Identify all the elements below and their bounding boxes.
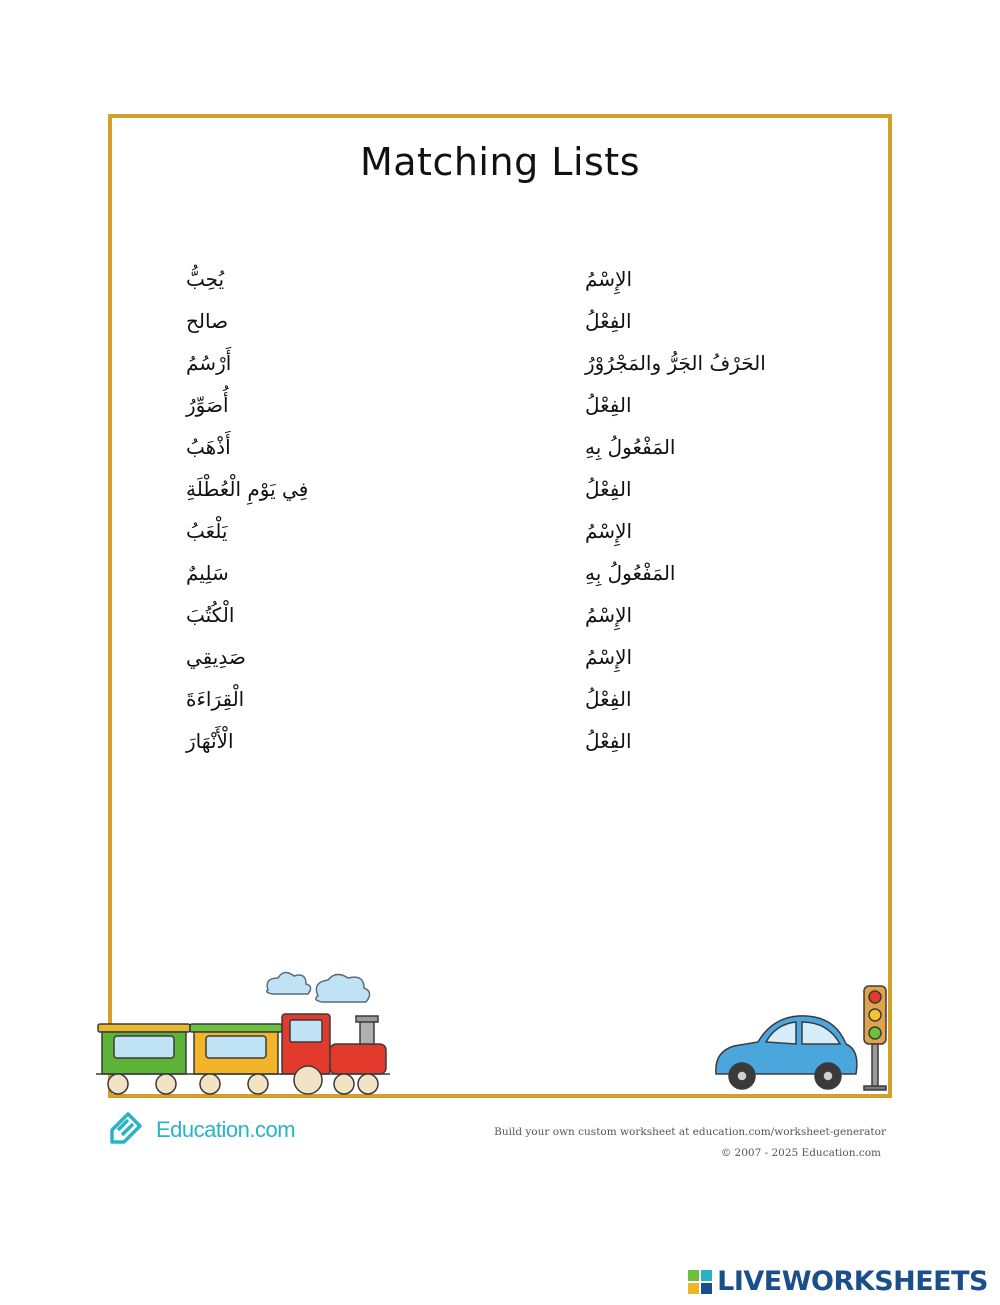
cloud-icon — [316, 974, 370, 1002]
right-item: الفِعْلُ — [585, 729, 632, 753]
watermark-text: LIVEWORKSHEETS — [717, 1266, 988, 1297]
education-logo[interactable] — [106, 1108, 295, 1152]
train-locomotive — [280, 1014, 390, 1094]
right-item: الفِعْلُ — [585, 393, 632, 417]
left-item: أَذْهَبُ — [186, 435, 231, 459]
left-item: يَلْعَبُ — [186, 519, 228, 543]
right-item: الإِسْمُ — [585, 519, 633, 543]
liveworksheets-logo-icon — [687, 1269, 713, 1295]
right-item: الفِعْلُ — [585, 477, 632, 501]
right-item: المَفْعُولُ بِهِ — [585, 435, 676, 459]
traffic-light-icon — [864, 986, 886, 1090]
left-item: أَرْسُمُ — [186, 351, 232, 375]
left-item: فِي يَوْمِ الْعُطْلَةِ — [186, 477, 309, 501]
left-item: صَدِيقِي — [186, 645, 246, 669]
left-item: أُصَوِّرُ — [186, 393, 229, 417]
right-item: الفِعْلُ — [585, 309, 632, 333]
train-illustration — [92, 966, 397, 1100]
car-icon — [716, 1016, 857, 1089]
pencil-logo-icon — [106, 1108, 150, 1152]
copyright-text: © 2007 - 2025 Education.com — [720, 1147, 881, 1159]
train-car-yellow — [190, 1024, 284, 1094]
right-item: الإِسْمُ — [585, 603, 633, 627]
right-column — [585, 262, 865, 766]
train-car-green — [96, 1024, 192, 1094]
page-title: Matching Lists — [359, 140, 640, 184]
right-item: الفِعْلُ — [585, 687, 632, 711]
brand-name: Education.com — [156, 1117, 296, 1142]
left-item: يُحِبُّ — [186, 267, 225, 291]
left-item: الْقِرَاءَةَ — [186, 687, 245, 711]
left-item: الْأَنْهَارَ — [186, 729, 234, 753]
car-illustration — [710, 982, 895, 1094]
cloud-icon — [267, 972, 311, 994]
right-item: الإِسْمُ — [585, 645, 633, 669]
liveworksheets-watermark — [687, 1266, 988, 1297]
left-item: سَلِيمٌ — [186, 561, 229, 585]
right-item: الحَرْفُ الجَرُّ والمَجْرُوْرُ — [585, 351, 766, 375]
build-worksheet-text: Build your own custom worksheet at education.com/worksheet-generator — [494, 1126, 886, 1138]
right-item: الإِسْمُ — [585, 267, 633, 291]
left-item: الْكُتُبَ — [186, 603, 235, 627]
left-column — [186, 262, 506, 766]
left-item: صالح — [186, 309, 229, 333]
right-item: المَفْعُولُ بِهِ — [585, 561, 676, 585]
